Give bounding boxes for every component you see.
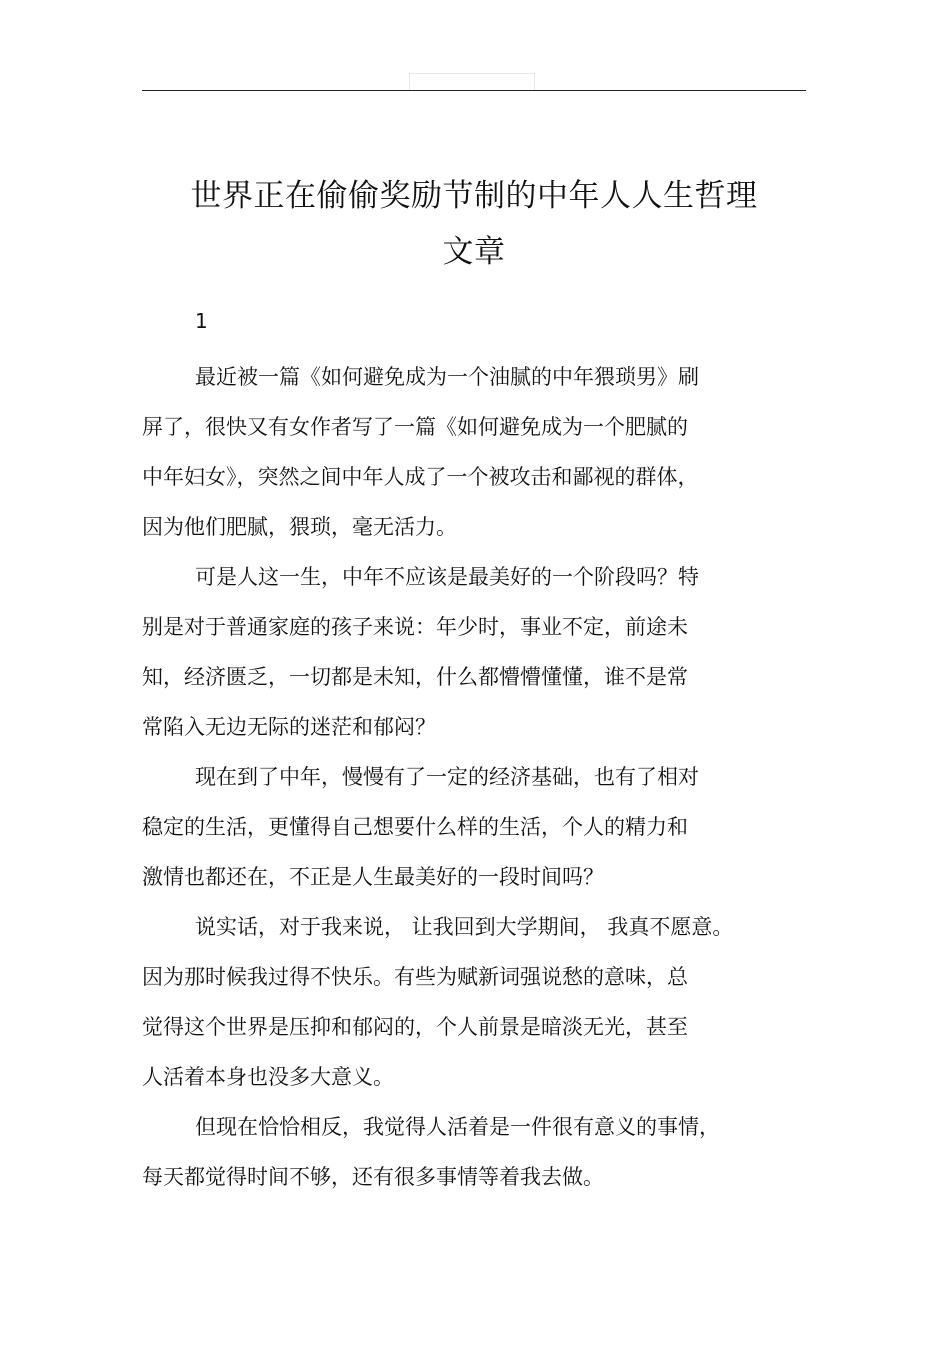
header-tab-decoration xyxy=(409,73,535,91)
paragraph-line: 说实话，对于我来说， 让我回到大学期间， 我真不愿意。 xyxy=(195,915,734,939)
paragraph-line: 现在到了中年，慢慢有了一定的经济基础，也有了相对 xyxy=(195,765,699,789)
paragraph-line: 常陷入无边无际的迷茫和郁闷？ xyxy=(142,715,436,739)
paragraph-1 xyxy=(142,352,802,552)
paragraph-line: 因为他们肥腻，猥琐，毫无活力。 xyxy=(142,515,457,539)
paragraph-line: 但现在恰恰相反，我觉得人活着是一件很有意义的事情， xyxy=(195,1115,720,1139)
document-title xyxy=(142,168,806,280)
paragraph-4 xyxy=(142,902,802,1102)
section-number: 1 xyxy=(195,309,208,333)
paragraph-line: 知，经济匮乏，一切都是未知，什么都懵懵懂懂，谁不是常 xyxy=(142,665,688,689)
paragraph-line: 屏了，很快又有女作者写了一篇《如何避免成为一个肥腻的 xyxy=(142,415,688,439)
paragraph-line: 因为那时候我过得不快乐。有些为赋新词强说愁的意味，总 xyxy=(142,965,688,989)
paragraph-line: 可是人这一生，中年不应该是最美好的一个阶段吗？特 xyxy=(195,565,699,589)
article-body xyxy=(142,352,802,1202)
title-line-2: 文章 xyxy=(442,234,506,270)
paragraph-line: 稳定的生活，更懂得自己想要什么样的生活，个人的精力和 xyxy=(142,815,688,839)
paragraph-line: 中年妇女》，突然之间中年人成了一个被攻击和鄙视的群体， xyxy=(142,465,699,489)
title-line-1: 世界正在偷偷奖励节制的中年人人生哲理 xyxy=(190,178,758,214)
paragraph-line: 觉得这个世界是压抑和郁闷的，个人前景是暗淡无光，甚至 xyxy=(142,1015,688,1039)
paragraph-line: 人活着本身也没多大意义。 xyxy=(142,1065,394,1089)
paragraph-line: 每天都觉得时间不够，还有很多事情等着我去做。 xyxy=(142,1165,604,1189)
header-rule xyxy=(142,90,806,91)
paragraph-3 xyxy=(142,752,802,902)
paragraph-line: 别是对于普通家庭的孩子来说：年少时，事业不定，前途未 xyxy=(142,615,688,639)
paragraph-line: 激情也都还在，不正是人生最美好的一段时间吗？ xyxy=(142,865,604,889)
paragraph-2 xyxy=(142,552,802,752)
paragraph-line: 最近被一篇《如何避免成为一个油腻的中年猥琐男》刷 xyxy=(195,365,699,389)
paragraph-5 xyxy=(142,1102,802,1202)
